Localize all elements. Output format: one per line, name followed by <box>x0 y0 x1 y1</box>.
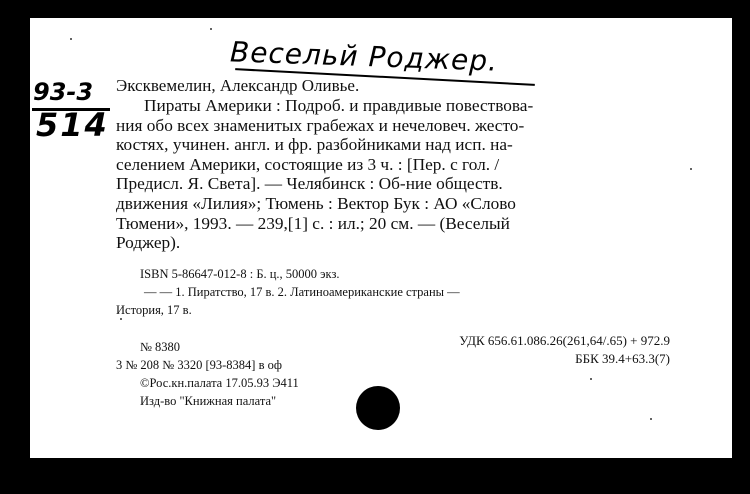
shelf-mark-top: 93-3 <box>33 78 94 106</box>
bibliographic-description <box>116 96 700 253</box>
scan-speck <box>690 168 692 170</box>
publisher-line: Изд-во "Книжная палата" <box>140 394 277 408</box>
scan-speck <box>120 318 122 320</box>
author-heading: Эксквемелин, Александр Оливье. <box>116 76 360 95</box>
description-line: движения «Лилия»; Тюмень : Вектор Бук : АО «Слово <box>116 193 516 213</box>
punch-hole <box>356 386 400 430</box>
description-line: Роджер). <box>116 233 181 253</box>
handwritten-series-note: Весельй Роджер. <box>229 35 499 78</box>
isbn-line: ISBN 5-86647-012-8 : Б. ц., 50000 экз. <box>140 267 340 281</box>
scan-speck <box>210 28 212 30</box>
subject-headings <box>116 283 696 319</box>
description-line: ния обо всех знаменитых грабежах и нечеловеч. жесто- <box>116 115 525 135</box>
description-line: костях, учинен. англ. и фр. разбойниками над исп. на- <box>116 135 513 155</box>
description-line: Тюмени», 1993. — 239,[1] с. : ил.; 20 см. — (Веселый <box>116 213 510 233</box>
scan-speck <box>590 378 592 380</box>
catalog-card <box>30 18 732 458</box>
card-number: № 8380 <box>140 340 181 354</box>
chamber-stamp-line: ©Рос.кн.палата 17.05.93 Э411 <box>140 376 299 390</box>
description-line: селением Америки, состоящие из 3 ч. : [Пер. с гол. / <box>116 154 500 174</box>
card-registration-block <box>116 338 299 410</box>
description-line: Предисл. Я. Света]. — Челябинск : Об-ние обществ. <box>116 174 503 194</box>
order-line: 3 № 208 № 3320 [93-8384] в оф <box>116 358 282 372</box>
scan-speck <box>650 418 652 420</box>
subject-line: — — 1. Пиратство, 17 в. 2. Латиноамериканские страны — <box>144 285 460 299</box>
bbk-index: ББК 39.4+63.3(7) <box>575 351 670 366</box>
subject-line: История, 17 в. <box>116 303 192 317</box>
scan-speck <box>70 38 72 40</box>
shelf-mark-bottom: 514 <box>36 106 109 144</box>
description-line: Пираты Америки : Подроб. и правдивые повествова- <box>144 96 534 115</box>
udk-index: УДК 656.61.086.26(261,64/.65) + 972.9 <box>459 333 670 348</box>
classification-block <box>370 332 670 368</box>
